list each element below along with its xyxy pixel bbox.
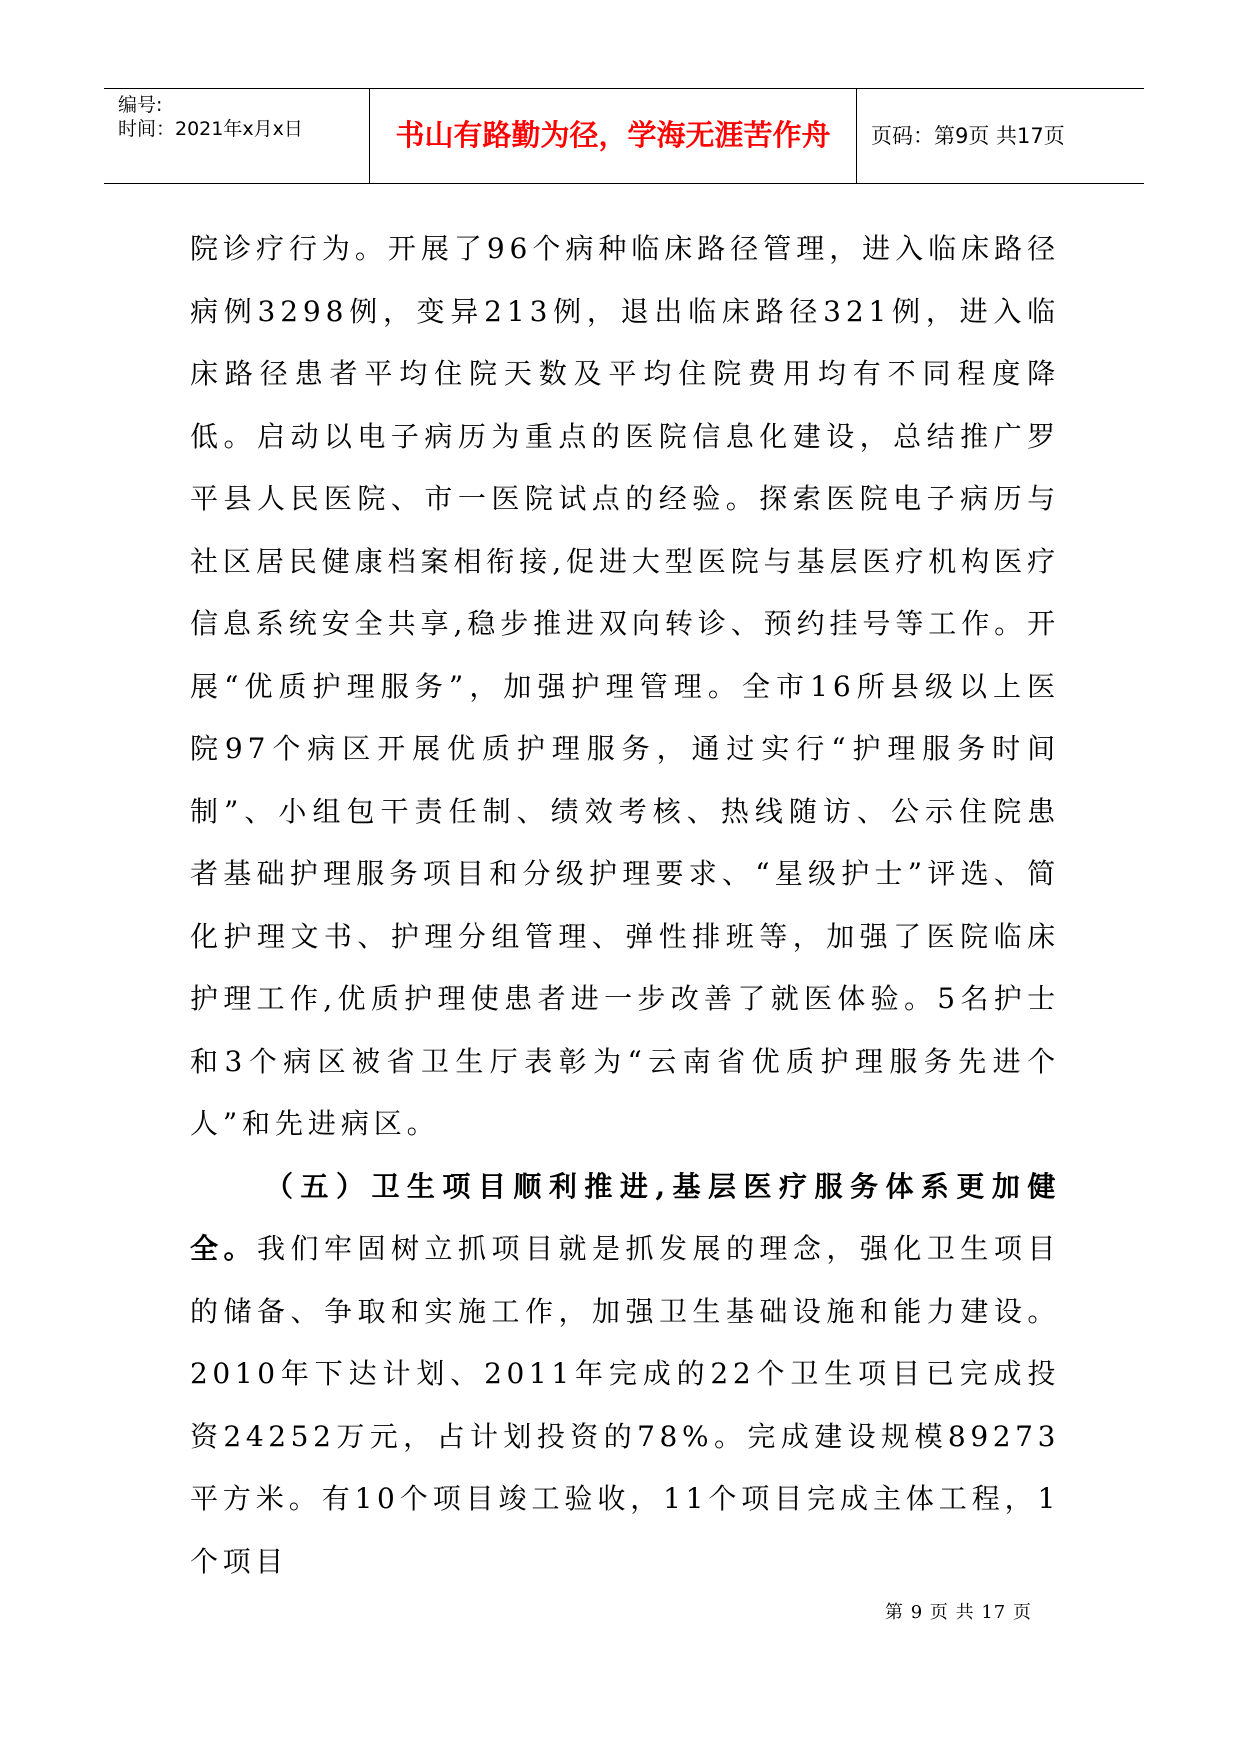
paragraph-1: 院诊疗行为。开展了96个病种临床路径管理，进入临床路径病例3298例，变异213例，退出临床路径321例，进入临床路径患者平均住院天数及平均住院费用均有不同程度降低。启动以电子病历为重点的医院信息化建设，总结推广罗平县人民医院、市一医院试点的经验。探索医院电子病历与社区居民健康档案相衔接,促进大型医院与基层医疗机构医疗信息系统安全共享,稳步推进双向转诊、预约挂号等工作。开展“优质护理服务”，加强护理管理。全市16所县级以上医院97个病区开展优质护理服务，通过实行“护理服务时间制”、小组包干责任制、绩效考核、热线随访、公示住院患者基础护理服务项目和分级护理要求、“星级护士”评选、简化护理文书、护理分组管理、弹性排班等，加强了医院临床护理工作,优质护理使患者进一步改善了就医体验。5名护士和3个病区被省卫生厅表彰为“云南省优质护理服务先进个人”和先进病区。 bbox=[190, 232, 1060, 1140]
page-footer: 第 9 页 共 17 页 bbox=[885, 1602, 1032, 1623]
motto-text: 书山有路勤为径，学海无涯苦作舟 bbox=[395, 118, 831, 152]
header-page-cell bbox=[857, 89, 1144, 183]
number-label: 编号: bbox=[118, 94, 163, 116]
header-motto-cell bbox=[370, 89, 857, 183]
document-body bbox=[190, 218, 1060, 1593]
header-info-cell bbox=[104, 89, 370, 183]
page-code: 页码：第9页 共17页 bbox=[871, 124, 1065, 148]
time-label: 时间：2021年x月x日 bbox=[118, 118, 303, 140]
document-header bbox=[104, 88, 1144, 184]
paragraph-2-text: 我们牢固树立抓项目就是抓发展的理念，强化卫生项目的储备、争取和实施工作，加强卫生基础设施和能力建设。2010年下达计划、2011年完成的22个卫生项目已完成投资24252万元，占计划投资的78%。完成建设规模89273平方米。有10个项目竣工验收，11个项目完成主体工程，1个项目 bbox=[190, 1232, 1061, 1578]
paragraph-2 bbox=[190, 1156, 1060, 1594]
section-heading: （五）卫生项目顺利推进,基层医疗服务体系更加健全。 bbox=[190, 1169, 1060, 1265]
